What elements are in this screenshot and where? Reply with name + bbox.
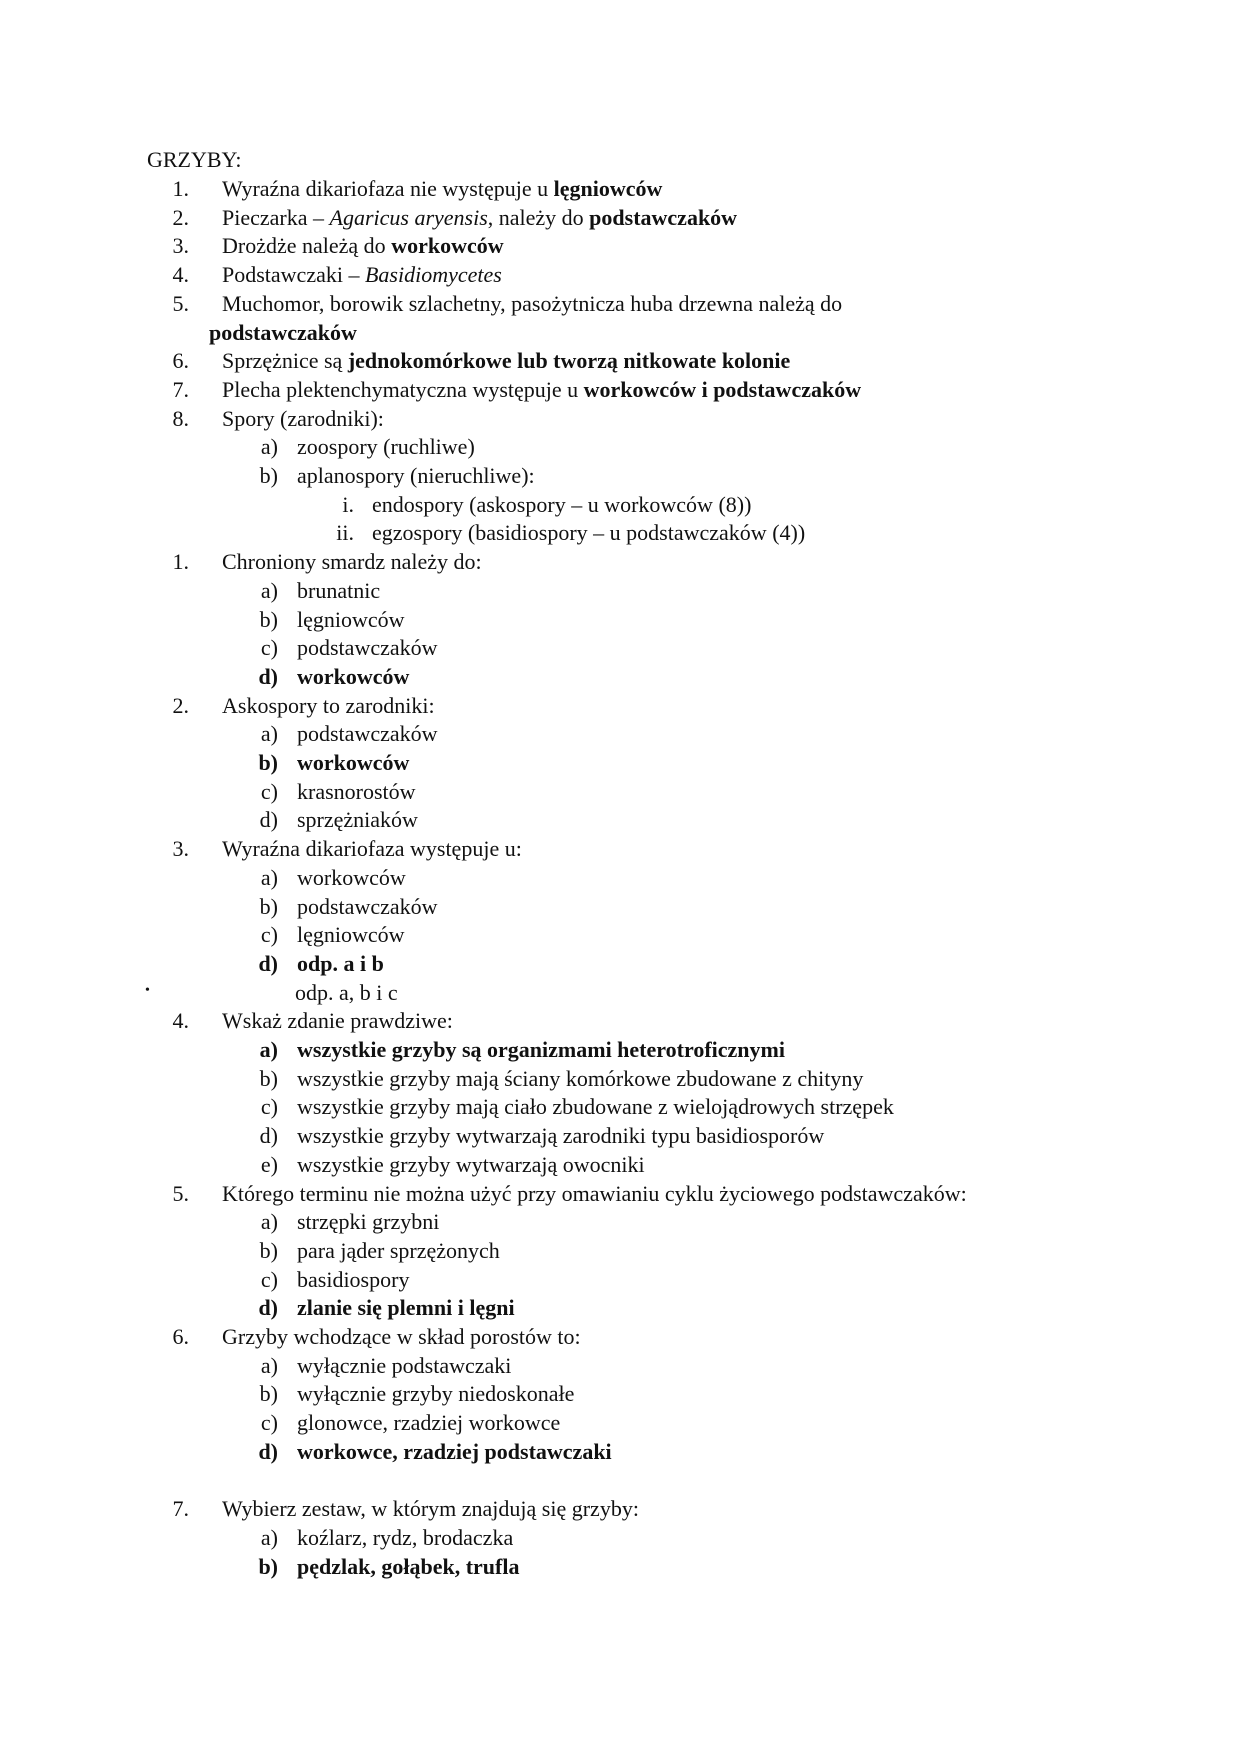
answer-text: wszystkie grzyby wytwarzają owocniki bbox=[297, 1151, 645, 1177]
answer-option-number: b) bbox=[259, 606, 278, 632]
question-text: Wskaż zdanie prawdziwe: bbox=[222, 1008, 453, 1034]
text-run: lęgniowców bbox=[553, 176, 663, 201]
answer-option-number: d) bbox=[258, 1438, 278, 1464]
answer-option-number: d) bbox=[258, 663, 278, 689]
intro-item-text bbox=[209, 319, 357, 347]
question-text: Którego terminu nie można użyć przy omawianiu cyklu życiowego podstawczaków: bbox=[222, 1180, 967, 1206]
question-3-number: 3. bbox=[172, 836, 189, 862]
answer-text: podstawczaków bbox=[297, 635, 438, 661]
text-run: Wyraźna dikariofaza nie występuje u bbox=[222, 176, 554, 201]
question-7-number: 7. bbox=[172, 1496, 189, 1522]
text-run: Pieczarka – bbox=[222, 204, 330, 230]
answer-option-number: b) bbox=[258, 750, 278, 775]
answer-text: wszystkie grzyby wytwarzają zarodniki typu basidiosporów bbox=[297, 1123, 825, 1149]
answer-text: lęgniowców bbox=[297, 606, 405, 632]
intro-item-number: 3. bbox=[172, 233, 189, 259]
spory-subitem-i-number: i. bbox=[342, 491, 354, 517]
answer-text: koźlarz, rydz, brodaczka bbox=[297, 1524, 514, 1550]
answer-text: podstawczaków bbox=[297, 721, 438, 747]
answer-option-number: d) bbox=[259, 1123, 278, 1149]
intro-item-text bbox=[222, 261, 502, 289]
answer-option-number: b) bbox=[259, 893, 278, 919]
text-run: , należy do bbox=[487, 204, 590, 230]
correct-answer-text: odp. a i b bbox=[297, 950, 384, 976]
question-2-number: 2. bbox=[172, 692, 189, 718]
text-run: podstawczaków bbox=[209, 319, 357, 345]
text-run: Podstawczaki – bbox=[222, 262, 365, 288]
answer-option-number: a) bbox=[260, 1209, 278, 1235]
correct-answer-text: pędzlak, gołąbek, trufla bbox=[297, 1553, 520, 1579]
answer-text: strzępki grzybni bbox=[297, 1209, 440, 1235]
intro-item-text bbox=[222, 175, 662, 203]
answer-text: podstawczaków bbox=[297, 893, 438, 919]
answer-option-number: b) bbox=[258, 1553, 278, 1579]
answer-option-number: a) bbox=[260, 577, 278, 603]
answer-text: basidiospory bbox=[297, 1266, 410, 1292]
spory-subitem-text: endospory (askospory – u workowców (8)) bbox=[372, 491, 752, 517]
answer-option-number: a) bbox=[259, 1037, 278, 1062]
answer-text: wyłącznie podstawczaki bbox=[297, 1352, 512, 1378]
bullet-icon: • bbox=[145, 982, 150, 998]
question-6-number: 6. bbox=[172, 1324, 189, 1349]
correct-answer-text: workowców bbox=[297, 663, 410, 689]
question-text: Chroniony smardz należy do: bbox=[222, 549, 482, 575]
text-run: Spory (zarodniki): bbox=[222, 405, 384, 431]
answer-option-number: c) bbox=[260, 778, 278, 804]
intro-item-text bbox=[222, 405, 384, 433]
text-run: workowców i podstawczaków bbox=[583, 376, 862, 402]
answer-option-number: c) bbox=[260, 635, 278, 661]
answer-text: sprzężniaków bbox=[297, 807, 418, 833]
text-run: Plecha plektenchymatyczna występuje u bbox=[222, 376, 584, 402]
text-run: podstawczaków bbox=[589, 204, 738, 230]
intro-item-text bbox=[222, 376, 861, 404]
spory-subitem-ii-number: ii. bbox=[336, 520, 354, 546]
correct-answer-text: wszystkie grzyby są organizmami heterotroficznymi bbox=[297, 1037, 785, 1062]
intro-item-text bbox=[222, 290, 842, 318]
answer-option-number: a) bbox=[260, 1352, 278, 1378]
question-text: Wybierz zestaw, w którym znajdują się grzyby: bbox=[222, 1496, 639, 1522]
answer-text: glonowce, rzadziej workowce bbox=[297, 1410, 561, 1436]
question-1-number: 1. bbox=[172, 549, 189, 575]
answer-option-number: b) bbox=[259, 1381, 278, 1407]
answer-option-number: c) bbox=[260, 1266, 278, 1292]
intro-item-number: 5. bbox=[172, 290, 189, 316]
intro-item-number: 2. bbox=[172, 204, 189, 230]
answer-text: wszystkie grzyby mają ciało zbudowane z wielojądrowych strzępek bbox=[297, 1094, 894, 1120]
answer-option-number: d) bbox=[259, 807, 278, 833]
answer-text: wszystkie grzyby mają ściany komórkowe zbudowane z chityny bbox=[297, 1065, 864, 1091]
intro-item-number: 7. bbox=[172, 376, 189, 402]
correct-answer-text: zlanie się plemni i lęgni bbox=[297, 1295, 515, 1321]
answer-option-number: a) bbox=[260, 864, 278, 890]
answer-option-number: c) bbox=[260, 922, 278, 948]
text-run: workowców bbox=[391, 233, 504, 259]
answer-option-number: d) bbox=[258, 950, 278, 976]
answer-text: workowców bbox=[297, 864, 406, 890]
correct-answer-text: workowców bbox=[297, 750, 410, 775]
text-run: Basidiomycetes bbox=[364, 262, 502, 288]
answer-option-number: b) bbox=[259, 1065, 278, 1091]
text-run: Drożdże należą do bbox=[222, 233, 392, 259]
text-run: jednokomórkowe lub tworzą nitkowate kolonie bbox=[347, 348, 791, 374]
answer-text: para jąder sprzężonych bbox=[297, 1237, 500, 1263]
answer-option-number: d) bbox=[258, 1295, 278, 1321]
answer-option-number: a) bbox=[260, 721, 278, 747]
spory-subitem-text: egzospory (basidiospory – u podstawczaków (4)) bbox=[372, 520, 806, 546]
intro-item-number: 1. bbox=[172, 176, 189, 201]
answer-text: krasnorostów bbox=[297, 778, 416, 804]
extra-answer-text: odp. a, b i c bbox=[295, 979, 398, 1005]
intro-item-number: 6. bbox=[172, 348, 189, 374]
page-title: GRZYBY: bbox=[147, 147, 242, 172]
text-run: Sprzężnice są bbox=[222, 348, 348, 374]
intro-item-text bbox=[222, 347, 790, 375]
question-4-number: 4. bbox=[172, 1008, 189, 1034]
answer-option-number: c) bbox=[260, 1094, 278, 1120]
spory-option-a-number: a) bbox=[260, 434, 278, 460]
question-text: Grzyby wchodzące w skład porostów to: bbox=[222, 1324, 581, 1349]
text-run: Muchomor, borowik szlachetny, pasożytnicza huba drzewna należą do bbox=[222, 290, 843, 316]
spory-option-b-number: b) bbox=[259, 463, 278, 488]
answer-option-number: b) bbox=[259, 1237, 278, 1263]
question-text: Wyraźna dikariofaza występuje u: bbox=[222, 836, 522, 862]
intro-item-number: 4. bbox=[172, 262, 189, 288]
answer-option-number: a) bbox=[260, 1524, 278, 1550]
answer-option-number: e) bbox=[260, 1151, 278, 1177]
intro-item-text bbox=[222, 232, 504, 260]
intro-item-number: 8. bbox=[172, 405, 189, 431]
answer-option-number: c) bbox=[260, 1410, 278, 1436]
spory-option-text: aplanospory (nieruchliwe): bbox=[297, 463, 535, 488]
intro-item-text bbox=[222, 204, 737, 232]
spory-option-text: zoospory (ruchliwe) bbox=[297, 434, 475, 460]
question-5-number: 5. bbox=[172, 1180, 189, 1206]
answer-text: lęgniowców bbox=[297, 922, 405, 948]
text-run: Agaricus aryensis bbox=[329, 204, 488, 230]
question-text: Askospory to zarodniki: bbox=[222, 692, 435, 718]
correct-answer-text: workowce, rzadziej podstawczaki bbox=[297, 1438, 612, 1464]
answer-text: wyłącznie grzyby niedoskonałe bbox=[297, 1381, 575, 1407]
answer-text: brunatnic bbox=[297, 577, 381, 603]
